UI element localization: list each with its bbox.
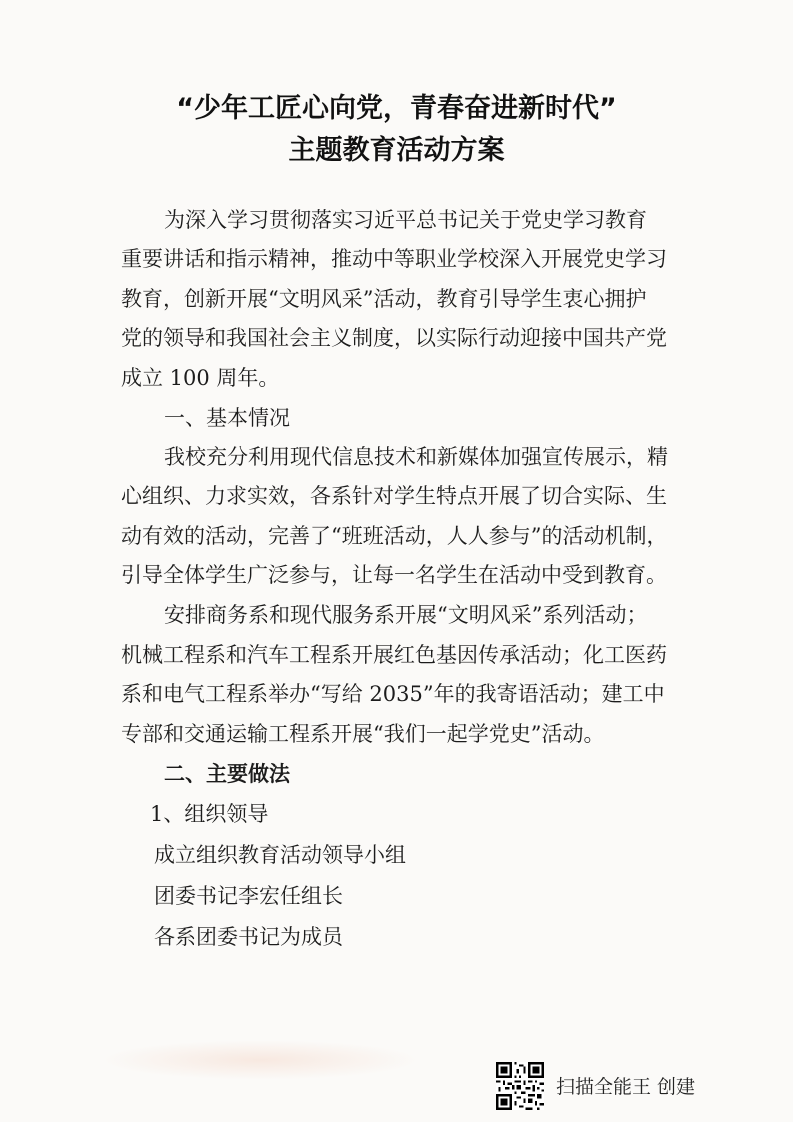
intro-line: 教育，创新开展“文明风采”活动，教育引导学生衷心拥护 [121, 287, 647, 311]
section1-para1-line: 引导全体学生广泛参与，让每一名学生在活动中受到教育。 [121, 563, 667, 587]
subsection1-heading: 1、组织领导 [150, 802, 269, 826]
intro-line: 重要讲话和指示精神，推动中等职业学校深入开展党史学习 [121, 247, 667, 271]
intro-line: 为深入学习贯彻落实习近平总书记关于党史学习教育 [164, 208, 647, 232]
section1-para1-line: 我校充分利用现代信息技术和新媒体加强宣传展示，精 [164, 445, 668, 469]
intro-line: 党的领导和我国社会主义制度，以实际行动迎接中国共产党 [121, 326, 667, 350]
section1-para2-line: 系和电气工程系举办“写给 2035”年的我寄语活动；建工中 [121, 682, 665, 706]
scan-stain [100, 1040, 420, 1080]
section1-para1-line: 动有效的活动，完善了“班班活动，人人参与”的活动机制， [121, 524, 668, 548]
document-title-line1: “少年工匠心向党，青春奋进新时代” [176, 93, 617, 124]
section1-para2-line: 专部和交通运输工程系开展“我们一起学党史”活动。 [121, 722, 605, 746]
subsection1-line: 成立组织教育活动领导小组 [154, 843, 406, 867]
section1-heading: 一、基本情况 [164, 406, 290, 430]
subsection1-line: 各系团委书记为成员 [154, 925, 343, 949]
document-title-line2: 主题教育活动方案 [288, 135, 505, 166]
section2-heading: 二、主要做法 [164, 762, 290, 786]
section1-para2-line: 安排商务系和现代服务系开展“文明风采”系列活动； [164, 603, 648, 627]
qr-code-icon [496, 1062, 544, 1110]
section1-para1-line: 心组织、力求实效，各系针对学生特点开展了切合实际、生 [121, 484, 667, 508]
intro-line: 成立 100 周年。 [121, 366, 280, 390]
scan-watermark-label: 扫描全能王 创建 [556, 1076, 696, 1098]
section1-para2-line: 机械工程系和汽车工程系开展红色基因传承活动；化工医药 [121, 643, 667, 667]
subsection1-line: 团委书记李宏任组长 [154, 884, 343, 908]
